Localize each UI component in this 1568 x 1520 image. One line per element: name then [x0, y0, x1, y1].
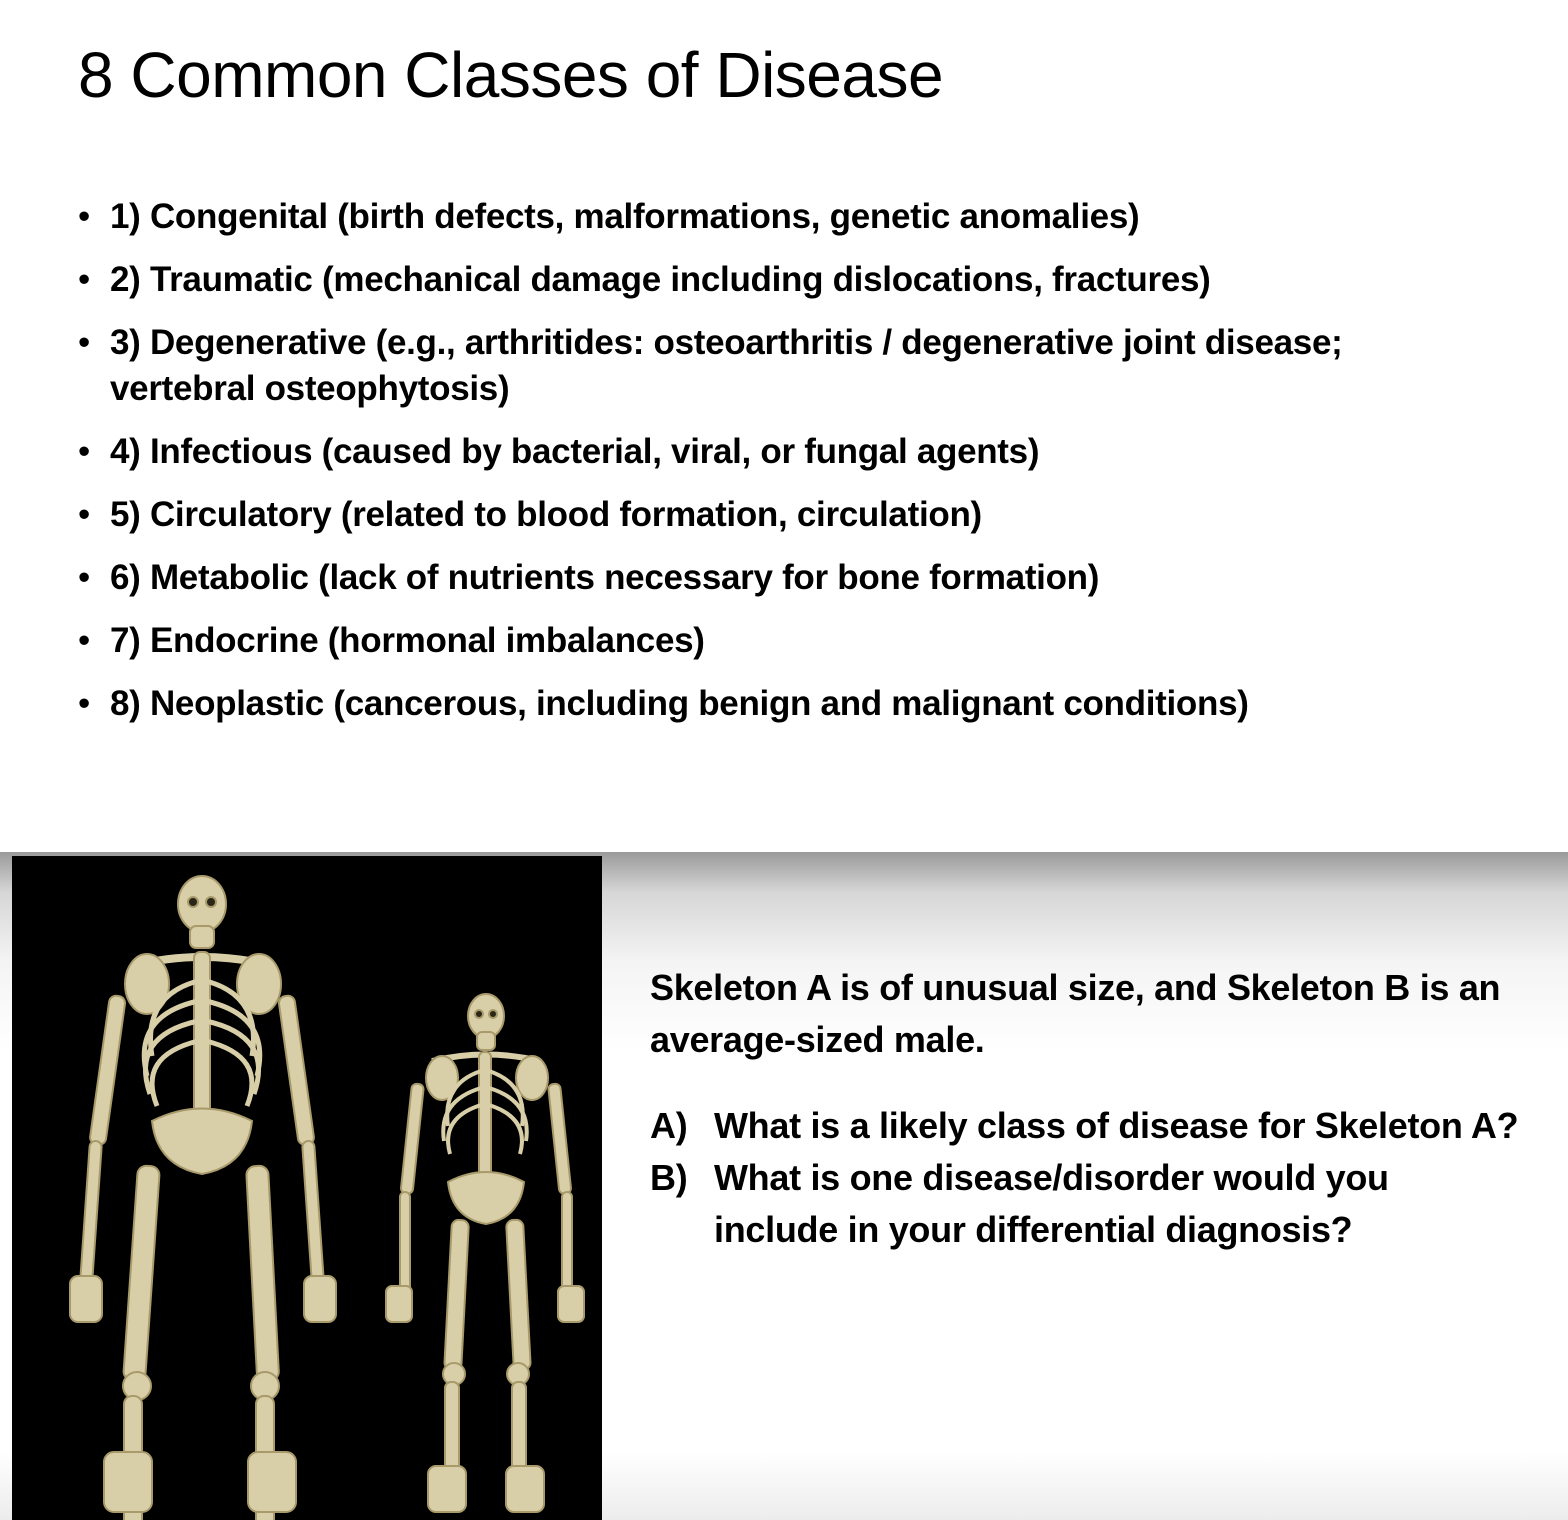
disease-class-list [76, 194, 1496, 744]
list-item: • 6) Metabolic (lack of nutrients necessary for bone formation) [76, 555, 1496, 601]
case-question-block [650, 962, 1520, 1256]
list-item: • 7) Endocrine (hormonal imbalances) [76, 618, 1496, 664]
skeleton-a [70, 876, 336, 1520]
question-marker: A) [650, 1105, 688, 1146]
slide-lower [0, 852, 1568, 1520]
skeletons-illustration [12, 856, 602, 1520]
list-item: • 8) Neoplastic (cancerous, including benign and malignant conditions) [76, 681, 1496, 727]
question-marker: B) [650, 1157, 688, 1198]
list-item: • 5) Circulatory (related to blood formation, circulation) [76, 492, 1496, 538]
skeletons-photo [12, 856, 602, 1520]
list-item: • 2) Traumatic (mechanical damage including dislocations, fractures) [76, 257, 1496, 303]
list-item: • 3) Degenerative (e.g., arthritides: osteoarthritis / degenerative joint disease; vertebral osteophytosis) [76, 320, 1496, 412]
list-item: • 4) Infectious (caused by bacterial, viral, or fungal agents) [76, 429, 1496, 475]
question-b [650, 1152, 1520, 1256]
slide-title: 8 Common Classes of Disease [78, 39, 944, 111]
question-text: What is a likely class of disease for Skeleton A? [714, 1105, 1519, 1146]
case-intro: Skeleton A is of unusual size, and Skeleton B is an average-sized male. [650, 967, 1501, 1060]
question-text: What is one disease/disorder would you include in your differential diagnosis? [714, 1157, 1389, 1250]
skeleton-b [386, 994, 584, 1512]
list-item: • 1) Congenital (birth defects, malformations, genetic anomalies) [76, 194, 1496, 240]
question-list [650, 1100, 1520, 1256]
question-a [650, 1100, 1520, 1152]
